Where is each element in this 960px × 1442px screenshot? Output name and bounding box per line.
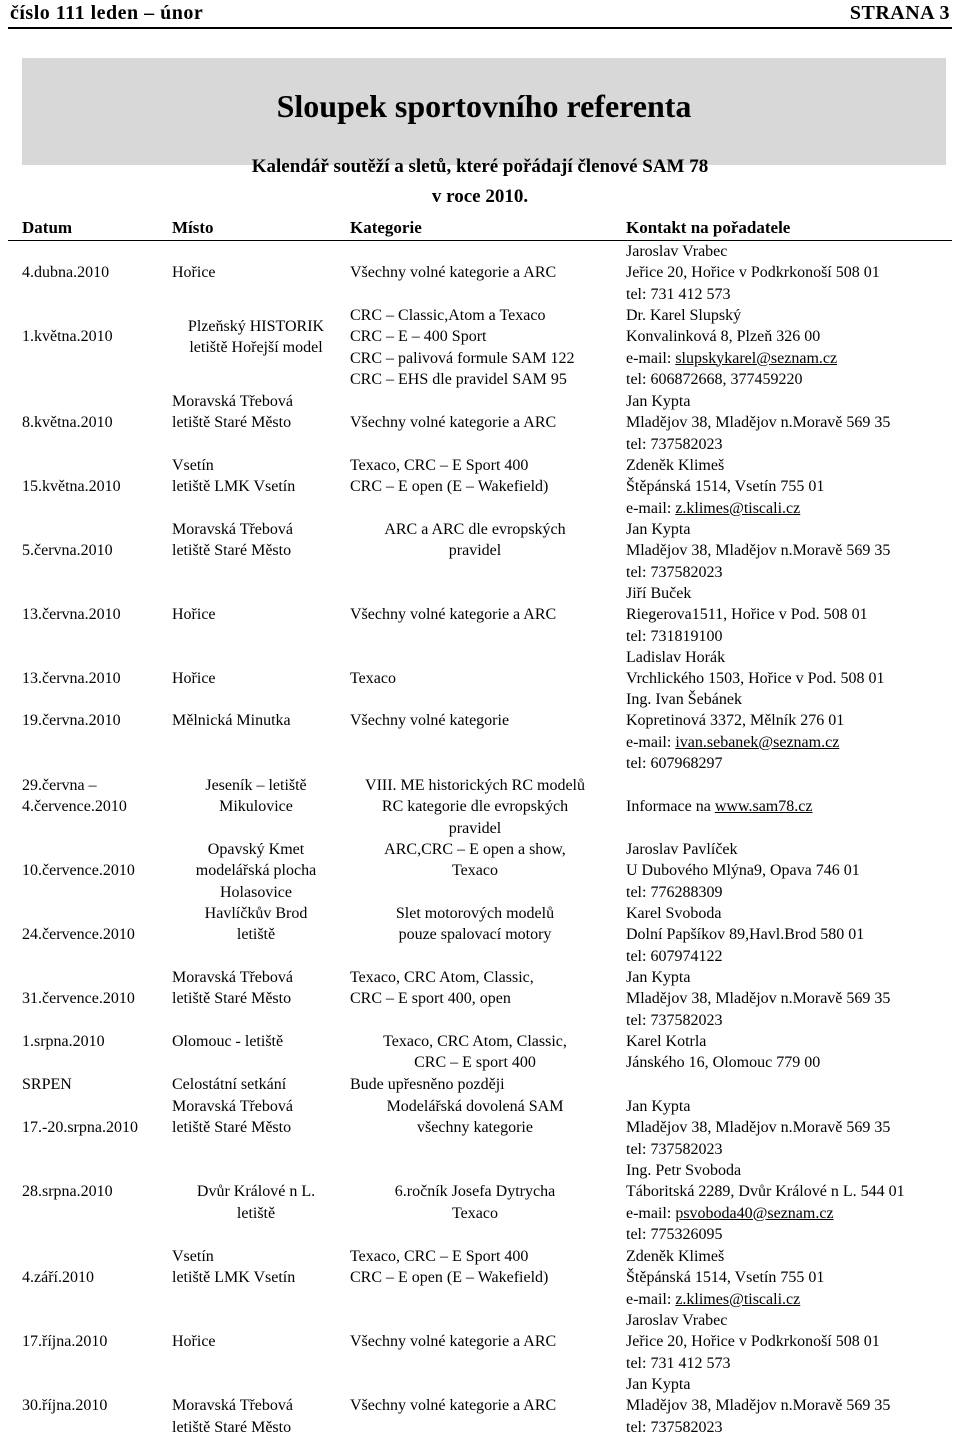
event-contact: tel: 731 412 573 [626, 285, 731, 303]
event-contact: Mladějov 38, Mladějov n.Moravě 569 35 [626, 414, 891, 432]
event-venue: Hořice [172, 264, 216, 282]
event-venue: letiště [236, 926, 276, 944]
event-venue: Moravská Třebová [172, 393, 293, 410]
event-venue: Vsetín [172, 457, 214, 474]
event-venue: Vsetín [172, 1248, 214, 1265]
event-category: Texaco [452, 1204, 498, 1222]
event-contact: Mladějov 38, Mladějov n.Moravě 569 35 [626, 1119, 891, 1137]
event-venue: Havlíčkův Brod [204, 905, 308, 922]
event-category: Modelářská dovolená SAM [386, 1098, 564, 1115]
event-contact: tel: 737582023 [626, 1418, 723, 1436]
event-contact: tel: 776288309 [626, 883, 723, 901]
event-contact: Mladějov 38, Mladějov n.Moravě 569 35 [626, 990, 891, 1008]
event-contact: Ing. Ivan Šebánek [626, 691, 742, 708]
contact-link-prefix: e-mail: [626, 733, 676, 751]
event-date: 5.června.2010 [22, 542, 113, 560]
event-venue: Hořice [172, 1333, 216, 1351]
contact-link-line [626, 796, 812, 817]
contact-link-prefix: e-mail: [626, 1290, 676, 1308]
event-contact: Ing. Petr Svoboda [626, 1162, 742, 1179]
event-date: 4.září.2010 [22, 1269, 94, 1287]
event-contact: Vrchlického 1503, Hořice v Pod. 508 01 [626, 670, 885, 688]
column-header-kategorie: Kategorie [350, 218, 422, 237]
event-contact: tel: 607974122 [626, 947, 723, 965]
issue-label: číslo 111 leden – únor [10, 2, 204, 24]
event-category: Všechny volné kategorie a ARC [350, 1333, 557, 1351]
email-link[interactable]: z.klimes@tiscali.cz [675, 499, 801, 517]
event-date: 13.června.2010 [22, 670, 121, 688]
event-category: Všechny volné kategorie [350, 712, 510, 730]
event-venue: Moravská Třebová [172, 1397, 293, 1415]
event-venue: modelářská plocha [195, 862, 317, 880]
event-category: VIII. ME historických RC modelů [365, 777, 585, 794]
event-date: 29.června – [22, 777, 97, 794]
event-contact: Jaroslav Pavlíček [626, 841, 738, 858]
event-contact: Mladějov 38, Mladějov n.Moravě 569 35 [626, 1397, 891, 1415]
event-date: 4.července.2010 [22, 798, 127, 816]
event-contact: Zdeněk Klimeš [626, 457, 725, 474]
event-date: 31.července.2010 [22, 990, 135, 1008]
event-venue: Jeseník – letiště [205, 777, 307, 794]
event-venue: letiště Staré Město [172, 990, 292, 1008]
event-category: CRC – E open (E – Wakefield) [350, 1269, 549, 1287]
contact-link-prefix: e-mail: [626, 499, 676, 517]
event-venue: letiště Staré Město [172, 1418, 292, 1436]
event-date: 4.dubna.2010 [22, 264, 110, 282]
event-category: CRC – Classic,Atom a Texaco [350, 307, 546, 324]
event-date: 30.října.2010 [22, 1397, 108, 1415]
contact-link-line [626, 732, 839, 753]
event-venue: Moravská Třebová [172, 969, 293, 986]
column-header-kontakt: Kontakt na pořadatele [626, 218, 791, 237]
event-venue: Mikulovice [219, 798, 293, 816]
event-category: Texaco [452, 862, 498, 880]
event-category: Texaco, CRC Atom, Classic, [350, 969, 534, 986]
event-venue: Holasovice [220, 883, 292, 901]
email-link[interactable]: ivan.sebanek@seznam.cz [675, 733, 840, 751]
event-venue: Celostátní setkání [172, 1076, 287, 1093]
page-title: Sloupek sportovního referenta [276, 88, 692, 124]
event-category: CRC – E sport 400, open [350, 990, 511, 1008]
event-category: ARC a ARC dle evropských [384, 521, 566, 538]
event-contact: Zdeněk Klimeš [626, 1248, 725, 1265]
web-link[interactable]: www.sam78.cz [714, 798, 813, 816]
event-venue: letiště LMK Vsetín [172, 1269, 296, 1287]
event-contact: Jaroslav Vrabec [626, 1312, 728, 1329]
event-category: CRC – E sport 400 [414, 1054, 536, 1072]
event-venue: letiště Hořejší model [189, 338, 323, 356]
contact-link-line [626, 498, 800, 519]
event-contact: Jeřice 20, Hořice v Podkrkonoší 508 01 [626, 1333, 880, 1351]
page-header [0, 0, 960, 30]
event-venue: letiště [236, 1204, 276, 1222]
event-contact: U Dubového Mlýna9, Opava 746 01 [626, 862, 860, 880]
event-category: Texaco, CRC – E Sport 400 [350, 457, 529, 474]
event-contact: tel: 737582023 [626, 563, 723, 581]
event-contact: Jan Kypta [626, 1098, 691, 1115]
event-category: CRC – palivová formule SAM 122 [350, 349, 575, 367]
column-header-rule [8, 240, 952, 241]
event-contact: Ladislav Horák [626, 649, 726, 666]
event-category: ARC,CRC – E open a show, [384, 841, 566, 858]
event-contact: Jánského 16, Olomouc 779 00 [626, 1054, 821, 1072]
event-category: Texaco [350, 670, 396, 688]
event-category: Texaco, CRC – E Sport 400 [350, 1248, 529, 1265]
event-contact: tel: 607968297 [626, 754, 723, 772]
event-contact: Dr. Karel Slupský [626, 307, 742, 324]
event-date: 1.května.2010 [22, 328, 113, 346]
event-date: 17.-20.srpna.2010 [22, 1119, 138, 1137]
subtitle-line-1: Kalendář soutěží a sletů, které pořádají členové SAM 78 [251, 156, 709, 177]
contact-link-line [626, 1203, 834, 1224]
event-date: 28.srpna.2010 [22, 1183, 113, 1201]
event-venue: Dvůr Králové n L. [196, 1183, 316, 1201]
event-contact: Štěpánská 1514, Vsetín 755 01 [626, 478, 825, 496]
event-contact: tel: 731819100 [626, 627, 723, 645]
event-contact: Konvalinková 8, Plzeň 326 00 [626, 328, 821, 346]
event-date: 24.července.2010 [22, 926, 135, 944]
event-date: SRPEN [22, 1076, 72, 1093]
event-venue: letiště Staré Město [172, 542, 292, 560]
event-contact: tel: 775326095 [626, 1225, 723, 1243]
event-category: všechny kategorie [417, 1119, 533, 1137]
event-date: 19.června.2010 [22, 712, 121, 730]
event-category: Texaco, CRC Atom, Classic, [383, 1033, 567, 1050]
event-contact: Dolní Papšíkov 89,Havl.Brod 580 01 [626, 926, 865, 944]
event-venue: Opavský Kmet [207, 841, 305, 858]
event-category: Všechny volné kategorie a ARC [350, 414, 557, 432]
contact-link-prefix: e-mail: [626, 1204, 676, 1222]
event-venue: Hořice [172, 670, 216, 688]
event-category: Bude upřesněno později [350, 1076, 505, 1093]
event-contact: tel: 737582023 [626, 435, 723, 453]
event-contact: Jiří Buček [626, 585, 692, 602]
event-contact: Jan Kypta [626, 521, 691, 538]
event-venue: Mělnická Minutka [172, 712, 291, 730]
event-category: Všechny volné kategorie a ARC [350, 606, 557, 624]
event-contact: Riegerova1511, Hořice v Pod. 508 01 [626, 606, 868, 624]
event-contact: Jan Kypta [626, 1376, 691, 1393]
subtitle-line-2: v roce 2010. [431, 186, 529, 207]
event-contact: Jeřice 20, Hořice v Podkrkonoší 508 01 [626, 264, 880, 282]
event-venue: letiště LMK Vsetín [172, 478, 296, 496]
event-contact: Jaroslav Vrabec [626, 243, 728, 260]
event-contact: Karel Svoboda [626, 905, 722, 922]
event-category: pouze spalovací motory [398, 926, 552, 944]
event-venue: Moravská Třebová [172, 521, 293, 538]
email-link[interactable]: z.klimes@tiscali.cz [675, 1290, 801, 1308]
email-link[interactable]: psvoboda40@seznam.cz [675, 1204, 834, 1222]
event-contact: Jan Kypta [626, 393, 691, 410]
event-venue: Plzeňský HISTORIK [187, 317, 325, 335]
event-contact: Jan Kypta [626, 969, 691, 986]
header-rule [8, 27, 952, 29]
event-contact: tel: 731 412 573 [626, 1354, 731, 1372]
event-category: Slet motorových modelů [395, 905, 555, 922]
email-link[interactable]: slupskykarel@seznam.cz [675, 349, 838, 367]
event-category: pravidel [448, 542, 502, 560]
event-category: Všechny volné kategorie a ARC [350, 264, 557, 282]
event-date: 1.srpna.2010 [22, 1033, 105, 1050]
event-contact: tel: 737582023 [626, 1011, 723, 1029]
event-date: 13.června.2010 [22, 606, 121, 624]
event-date: 17.října.2010 [22, 1333, 108, 1351]
title-banner [22, 58, 946, 165]
contact-link-prefix: Informace na [626, 798, 715, 816]
event-contact: Štěpánská 1514, Vsetín 755 01 [626, 1269, 825, 1287]
column-header-misto: Místo [172, 218, 214, 237]
event-category: 6.ročník Josefa Dytrycha [394, 1183, 556, 1201]
event-category: CRC – E – 400 Sport [350, 328, 487, 346]
event-contact: tel: 737582023 [626, 1140, 723, 1158]
contact-link-line [626, 1289, 800, 1310]
event-category: Všechny volné kategorie a ARC [350, 1397, 557, 1415]
event-date: 10.července.2010 [22, 862, 135, 880]
event-venue: letiště Staré Město [172, 1119, 292, 1137]
event-category: pravidel [448, 819, 502, 837]
contact-link-line [626, 348, 837, 369]
event-contact: Kopretinová 3372, Mělník 276 01 [626, 712, 845, 730]
event-contact: Táboritská 2289, Dvůr Králové n L. 544 01 [626, 1183, 905, 1201]
page-number: STRANA 3 [849, 2, 950, 24]
event-category: RC kategorie dle evropských [381, 798, 569, 816]
event-date: 15.května.2010 [22, 478, 121, 496]
event-venue: Hořice [172, 606, 216, 624]
event-category: CRC – E open (E – Wakefield) [350, 478, 549, 496]
column-header-datum: Datum [22, 218, 73, 237]
event-venue: Moravská Třebová [172, 1098, 293, 1115]
event-contact: Mladějov 38, Mladějov n.Moravě 569 35 [626, 542, 891, 560]
event-date: 8.května.2010 [22, 414, 113, 432]
event-contact: tel: 606872668, 377459220 [626, 370, 803, 388]
event-venue: letiště Staré Město [172, 414, 292, 432]
contact-link-prefix: e-mail: [626, 349, 676, 367]
event-category: CRC – EHS dle pravidel SAM 95 [350, 370, 567, 388]
event-contact: Karel Kotrla [626, 1033, 707, 1050]
event-venue: Olomouc - letiště [172, 1033, 284, 1050]
